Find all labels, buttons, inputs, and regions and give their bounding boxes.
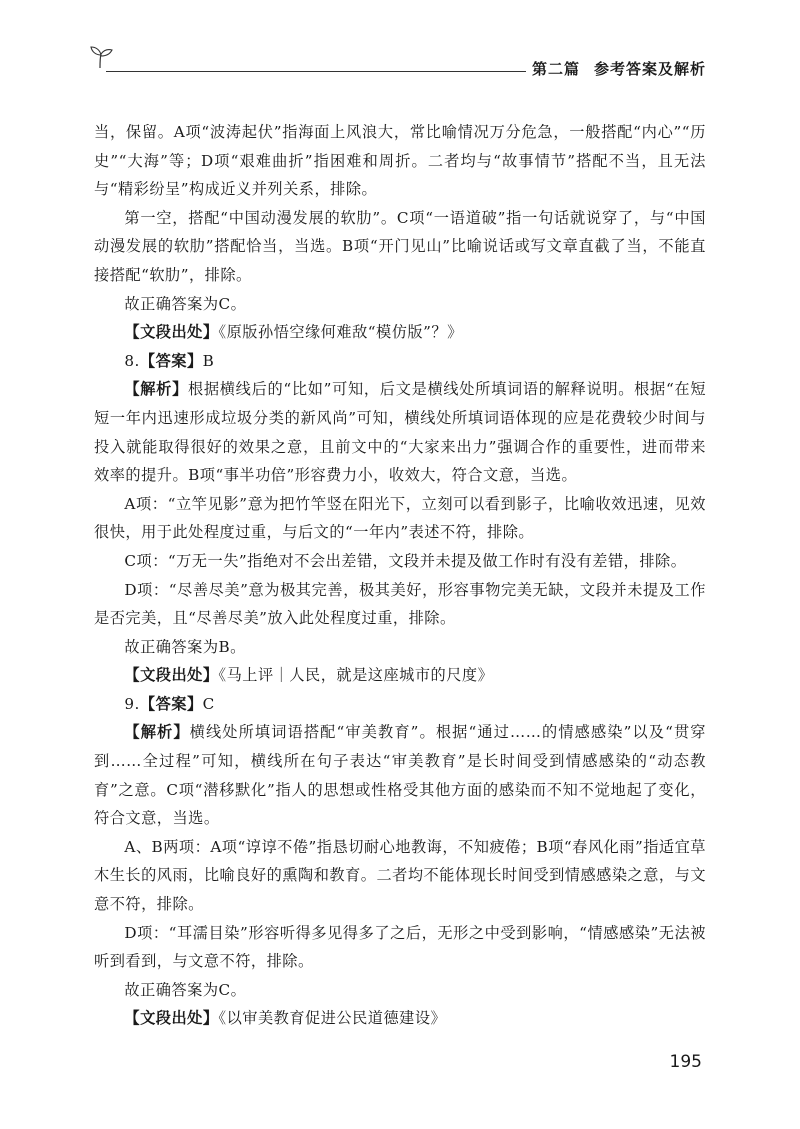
page-number: 195 [669,1052,702,1072]
paragraph: D项：“耳濡目染”形容听得多见得多了之后，无形之中受到影响，“情感感染”无法被听到看到，与文意不符，排除。 [94,923,706,971]
answer-line [94,690,706,719]
paragraph: 第一空，搭配“中国动漫发展的软肋”。C项“一语道破”指一句话就说穿了，与“中国动漫发展的软肋”搭配恰当，当选。B项“开门见山”比喻说话或写文章直截了当，不能直接搭配“软肋”，排除。 [94,208,706,284]
sprout-icon [88,44,114,70]
source-title: 《马上评｜人民，就是这座城市的尺度》 [218,666,494,685]
source-title: 《原版孙悟空缘何难敌“模仿版”？》 [218,323,463,342]
analysis-tag: 【解析】 [124,723,190,742]
paragraph: A、B两项：A项“谆谆不倦”指恳切耐心地教诲，不知疲倦；B项“春风化雨”指适宜草木生长的风雨，比喻良好的熏陶和教育。二者均不能体现长时间受到情感感染之意，与文意不符，排除。 [94,837,706,914]
analysis-tag: 【解析】 [124,380,188,399]
question-number: 9. [124,694,140,713]
answer-tag: 【答案】 [139,694,203,713]
running-header [532,58,706,79]
source-tag: 【文段出处】 [124,1009,219,1028]
analysis-paragraph: 【解析】横线处所填词语搭配“审美教育”。根据“通过……的情感感染”以及“贯穿到……全过程”可知，横线所在句子表达“审美教育”是长时间受到情感感染的“动态教育”之意。C项“潜移默化”指人的思想或性格受其他方面的感染而不知不觉地起了变化，符合文意，当选。 [94,723,706,828]
paragraph: A项：“立竿见影”意为把竹竿竖在阳光下，立刻可以看到影子，比喻收效迅速，见效很快，用于此处程度过重，与后文的“一年内”表述不符，排除。 [94,494,706,542]
source-line [94,318,706,347]
answer-tag: 【答案】 [139,351,203,370]
source-title: 《以审美教育促进公民道德建设》 [218,1009,447,1028]
answer-value: B [202,351,215,370]
paragraph: 故正确答案为C。 [124,294,247,313]
source-line [94,1004,706,1033]
body-text [94,118,706,1033]
paragraph: 当，保留。A项“波涛起伏”指海面上风浪大，常比喻情况万分危急，一般搭配“内心”“历史”“大海”等；D项“艰难曲折”指困难和周折。二者均与“故事情节”搭配不当，且无法与“精彩纷呈”构成近义并列关系，排除。 [94,123,706,199]
header-rule [106,71,526,72]
page-header [88,42,708,82]
header-part: 第二篇 [531,60,580,78]
source-tag: 【文段出处】 [124,323,219,342]
answer-value: C [202,694,215,713]
paragraph: 故正确答案为B。 [124,637,246,656]
paragraph: C项：“万无一失”指绝对不会出差错，文段并未提及做工作时有没有差错，排除。 [124,551,687,570]
source-line [94,661,706,690]
paragraph: D项：“尽善尽美”意为极其完善，极其美好，形容事物完美无缺，文段并未提及工作是否完美，且“尽善尽美”放入此处程度过重，排除。 [94,580,706,628]
analysis-paragraph: 【解析】根据横线后的“比如”可知，后文是横线处所填词语的解释说明。根据“在短短一年内迅速形成垃圾分类的新风尚”可知，横线处所填词语体现的应是花费较少时间与投入就能取得很好的效果之意，且前文中的“大家来出力”强调合作的重要性，进而带来效率的提升。B项“事半功倍”形容费力小，收效大，符合文意，当选。 [94,380,707,485]
answer-line [94,347,706,376]
source-tag: 【文段出处】 [124,666,219,685]
question-number: 8. [124,351,140,370]
paragraph: 故正确答案为C。 [124,980,247,999]
header-section: 参考答案及解析 [593,60,706,78]
